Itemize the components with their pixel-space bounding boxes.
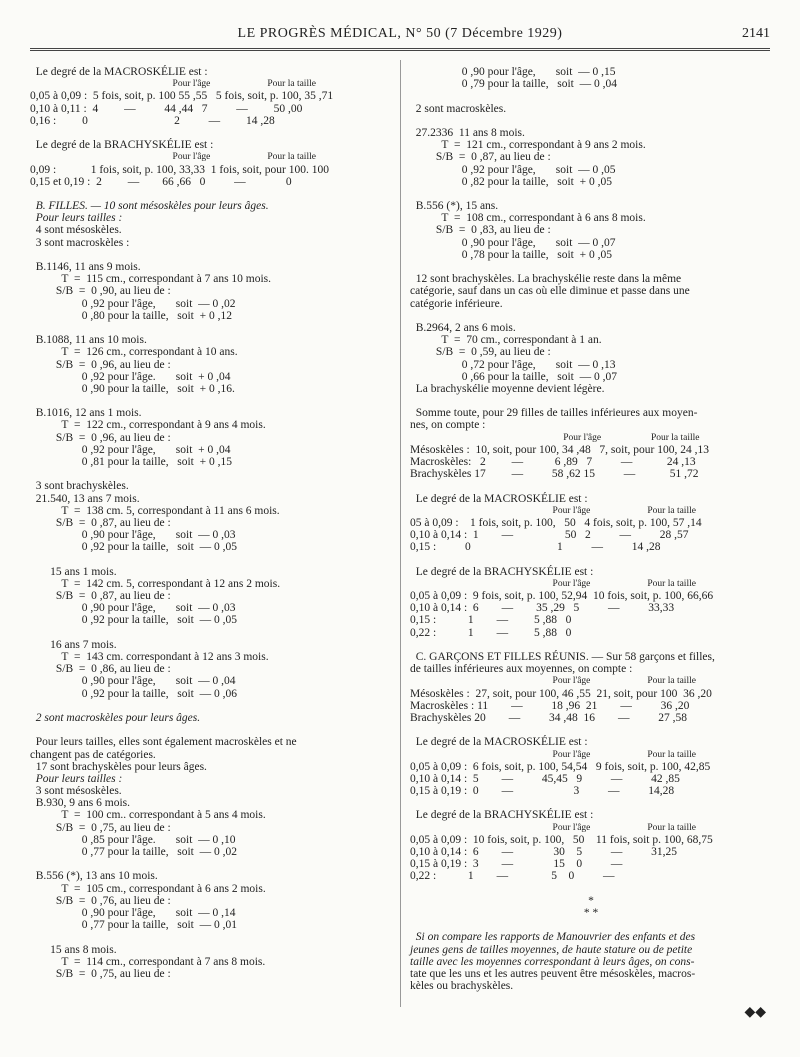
left-column-line: 0 ,77 pour la taille, soit — 0 ,02 [30, 846, 237, 858]
left-column-line: 0 ,90 pour l'âge, soit — 0 ,04 [30, 675, 236, 688]
right-column-line: 0 ,90 pour l'âge, soit — 0 ,07 [410, 236, 616, 249]
right-column-line: 0,15 : 1 — 5 ,88 0 [410, 614, 572, 627]
header-rule [30, 48, 770, 54]
right-column-line: 05 à 0,09 : 1 fois, soit, p. 100, 50 4 fois, soit, p. 100, 57 ,14 [410, 516, 702, 529]
right-column-line [410, 115, 772, 127]
left-column-line [30, 931, 392, 943]
left-column-line: 17 sont brachyskèles pour leurs âges. [30, 760, 207, 773]
left-column-line: Le degré de la MACROSKÉLIE est : [30, 66, 208, 78]
right-column-line: 2 sont macroskèles. [410, 102, 507, 115]
left-column-line: T = 122 cm., correspondant à 9 ans 4 mois. [30, 419, 266, 432]
left-column-line [30, 127, 392, 139]
left-column-line: T = 115 cm., correspondant à 7 ans 10 mois. [30, 273, 272, 286]
left-column-line: S/B = 0 ,96, au lieu de : [30, 358, 171, 371]
right-column-line: 0,10 à 0,14 : 6 — 30 5 — 31,25 [410, 846, 678, 858]
right-column-line: S/B = 0 ,87, au lieu de : [410, 151, 551, 164]
right-column-line [410, 797, 772, 809]
left-column-line: B. FILLES. — 10 sont mésoskèles pour leurs âges. [30, 200, 269, 213]
right-column-line: jeunes gens de tailles moyennes, de haute stature ou de petite [410, 943, 693, 956]
left-column-line: 0 ,85 pour l'âge. soit — 0 ,10 [30, 833, 236, 846]
right-column-line: catégorie, sauf dans un cas où elle diminue et passe dans une [410, 285, 690, 298]
left-column-line: T = 126 cm., correspondant à 10 ans. [30, 346, 238, 359]
left-column-line: B.1146, 11 ans 9 mois. [30, 261, 141, 273]
right-column-line: Pour l'âge Pour la taille [486, 505, 696, 516]
left-column-line [30, 188, 392, 200]
right-column-line: 0,10 à 0,14 : 5 — 45,45 9 — 42 ,85 [410, 772, 680, 785]
left-column-line: Pour leurs tailles, elles sont également macroskèles et ne [30, 736, 297, 749]
right-column-line: taille avec les moyennes correspondant à leurs âges, on cons- [410, 955, 695, 968]
left-column-line: Pour leurs tailles : [30, 772, 123, 785]
right-column-line: 0,22 : 1 — 5 ,88 0 [410, 626, 572, 639]
left-column-line: Pour l'âge Pour la taille [106, 79, 316, 90]
left-column-line: T = 138 cm. 5, correspondant à 11 ans 6 mois. [30, 504, 280, 517]
left-column-line [30, 858, 392, 870]
left-column-line: B.556 (*), 13 ans 10 mois. [30, 870, 158, 883]
left-column-line [30, 395, 392, 407]
left-column-line: 0 ,92 pour la taille, soit — 0 ,05 [30, 541, 237, 554]
left-column-line: S/B = 0 ,87, au lieu de : [30, 516, 171, 529]
right-column-line: Le degré de la MACROSKÉLIE est : [410, 492, 588, 505]
left-column-line: 0 ,90 pour la taille, soit + 0 ,16. [30, 382, 235, 395]
end-ornament: ◆◆ [744, 1005, 766, 1020]
right-column-line [410, 883, 772, 895]
right-column-line: 0,15 à 0,19 : 3 — 15 0 — [410, 858, 623, 871]
right-column-line: 0 ,78 pour la taille, soit + 0 ,05 [410, 248, 612, 261]
right-column-line: * [588, 894, 594, 907]
right-column-line [410, 261, 772, 273]
right-column-line: B.556 (*), 15 ans. [410, 200, 499, 213]
right-column-line: Macroskèles : 11 — 18 ,96 21 — 36 ,20 [410, 699, 690, 712]
left-column-line [30, 724, 392, 736]
left-column-line: 0 ,80 pour la taille, soit + 0 ,12 [30, 309, 232, 322]
left-column-line: Le degré de la BRACHYSKÉLIE est : [30, 139, 214, 152]
left-column-line: S/B = 0 ,75, au lieu de : [30, 821, 171, 834]
right-column-line [410, 554, 772, 566]
right-column-line: 0,05 à 0,09 : 10 fois, soit, p. 100, 50 11 fois, soit p. 100, 68,75 [410, 833, 713, 846]
right-column-line: 0,10 à 0,14 : 1 — 50 2 — 28 ,57 [410, 529, 689, 542]
right-column-line: tate que les uns et les autres peuvent être mésoskèles, macros- [410, 967, 696, 980]
left-column-line: 0 ,81 pour la taille, soit + 0 ,15 [30, 456, 232, 468]
journal-title: LE PROGRÈS MÉDICAL, N° 50 (7 Décembre 1929) [237, 26, 563, 41]
column-divider [400, 60, 401, 1007]
left-column-line: 0 ,92 pour la taille, soit — 0 ,06 [30, 687, 237, 700]
right-column-line: 0,10 à 0,14 : 6 — 35 ,29 5 — 33,33 [410, 602, 675, 615]
right-column-line: 0 ,66 pour la taille, soit — 0 ,07 [410, 370, 617, 383]
right-column-line: 0,15 à 0,19 : 0 — 3 — 14,28 [410, 785, 675, 798]
right-column-line: 0,05 à 0,09 : 6 fois, soit, p. 100, 54,54 9 fois, soit, p. 100, 42,85 [410, 760, 711, 773]
right-column-line: S/B = 0 ,59, au lieu de : [410, 346, 551, 359]
left-column-line: 3 sont mésoskèles. [30, 785, 122, 798]
left-column-line: T = 114 cm., correspondant à 7 ans 8 mois. [30, 955, 266, 968]
left-column-line: S/B = 0 ,86, au lieu de : [30, 663, 171, 676]
left-column-line: changent pas de catégories. [30, 748, 156, 761]
left-column-line: B.930, 9 ans 6 mois. [30, 797, 130, 810]
left-column-line [30, 627, 392, 639]
right-column-line: * * [583, 906, 599, 919]
right-column-line: T = 108 cm., correspondant à 6 ans 8 mois. [410, 212, 646, 225]
right-column-line: T = 121 cm., correspondant à 9 ans 2 mois. [410, 139, 646, 152]
left-column-line: S/B = 0 ,96, au lieu de : [30, 431, 171, 444]
right-column-line: Pour l'âge Pour la taille [486, 676, 696, 687]
right-column-line [410, 919, 772, 931]
left-column-line: T = 105 cm., correspondant à 6 ans 2 mois. [30, 882, 266, 895]
left-column-line: 16 ans 7 mois. [30, 638, 117, 651]
right-column-line: Le degré de la MACROSKÉLIE est : [410, 736, 588, 749]
right-column-line: nes, on compte : [410, 419, 486, 432]
right-column-line: Pour l'âge Pour la taille [486, 822, 696, 833]
left-column-line: 0 ,90 pour l'âge, soit — 0 ,03 [30, 602, 236, 615]
left-column-line: T = 143 cm. correspondant à 12 ans 3 mois. [30, 651, 269, 663]
right-column-line: Le degré de la BRACHYSKÉLIE est : [410, 809, 594, 822]
left-column-line: 2 sont macroskèles pour leurs âges. [30, 711, 201, 724]
right-column-line: de tailles inférieures aux moyennes, on compte : [410, 663, 633, 676]
right-column-line: 12 sont brachyskèles. La brachyskélie reste dans la même [410, 273, 682, 286]
right-column-line: Brachyskèles 17 — 58 ,62 15 — 51 ,72 [410, 468, 699, 481]
left-column-line [30, 249, 392, 261]
right-column-line: 0 ,72 pour l'âge, soit — 0 ,13 [410, 358, 616, 371]
right-column-line: Pour l'âge Pour la taille [482, 432, 700, 443]
left-column-line: S/B = 0 ,75, au lieu de : [30, 967, 171, 980]
right-column-line: Le degré de la BRACHYSKÉLIE est : [410, 565, 594, 578]
right-column-line: Mésoskèles : 27, soit, pour 100, 46 ,55 21, soit, pour 100 36 ,20 [410, 687, 712, 700]
right-column-line: 0,22 : 1 — 5 0 — [410, 870, 615, 883]
right-column-line: B.2964, 2 ans 6 mois. [410, 321, 516, 334]
right-column-line: Mésoskèles : 10, soit, pour 100, 34 ,48 7, soit, pour 100, 24 ,13 [410, 443, 709, 456]
right-column-line: T = 70 cm., correspondant à 1 an. [410, 334, 602, 347]
right-column-line [410, 480, 772, 492]
left-column-line: T = 100 cm.. correspondant à 5 ans 4 mois. [30, 809, 266, 822]
left-column-line [30, 322, 392, 334]
left-column-line: 0,10 à 0,11 : 4 — 44 ,44 7 — 50 ,00 [30, 102, 303, 115]
right-column-line [410, 724, 772, 736]
right-column [410, 66, 772, 992]
left-column-line: Pour l'âge Pour la taille [106, 152, 316, 163]
left-column-line: 0,16 : 0 2 — 14 ,28 [30, 114, 275, 127]
left-column-line: 21.540, 13 ans 7 mois. [30, 492, 140, 505]
right-column-line: C. GARÇONS ET FILLES RÉUNIS. — Sur 58 garçons et filles, [410, 651, 715, 663]
right-column-line: Macroskèles: 2 — 6 ,89 7 — 24 ,13 [410, 456, 696, 468]
right-column-line [410, 395, 772, 407]
left-column-line: 3 sont macroskèles : [30, 236, 130, 249]
right-column-line: 27.2336 11 ans 8 mois. [410, 126, 525, 139]
right-column-line [410, 639, 772, 651]
left-column-line: B.1088, 11 ans 10 mois. [30, 334, 147, 347]
left-column-line [30, 468, 392, 480]
left-column-line: S/B = 0 ,90, au lieu de : [30, 285, 171, 298]
right-column-line: 0 ,92 pour l'âge, soit — 0 ,05 [410, 163, 616, 176]
page-number: 2141 [742, 26, 770, 41]
left-column-line: B.1016, 12 ans 1 mois. [30, 407, 142, 420]
right-column-line: Si on compare les rapports de Manouvrier des enfants et des [410, 931, 696, 944]
left-column-line: 0,15 et 0,19 : 2 — 66 ,66 0 — 0 [30, 175, 292, 188]
right-column-line: kèles ou brachyskèles. [410, 980, 514, 993]
right-column-line [410, 310, 772, 322]
left-column-line: 15 ans 1 mois. [30, 565, 117, 578]
right-column-line: 0,05 à 0,09 : 9 fois, soit, p. 100, 52,94 10 fois, soit, p. 100, 66,66 [410, 590, 714, 603]
right-column-line: S/B = 0 ,83, au lieu de : [410, 224, 551, 237]
left-column-line: 0 ,92 pour l'âge, soit — 0 ,02 [30, 297, 236, 310]
right-column-line [410, 188, 772, 200]
right-column-line: Pour l'âge Pour la taille [486, 749, 696, 760]
left-column-line [30, 554, 392, 566]
right-column-line: Pour l'âge Pour la taille [486, 578, 696, 589]
right-column-line: La brachyskélie moyenne devient légère. [410, 382, 605, 395]
right-column-line: 0 ,79 pour la taille, soit — 0 ,04 [410, 78, 617, 91]
left-column-line: 0 ,92 pour l'âge. soit + 0 ,04 [30, 370, 231, 383]
left-column-line: 0,09 : 1 fois, soit, p. 100, 33,33 1 fois, soit, pour 100. 100 [30, 163, 330, 176]
left-column-line: S/B = 0 ,87, au lieu de : [30, 590, 171, 603]
right-column-line: Brachyskèles 20 — 34 ,48 16 — 27 ,58 [410, 711, 687, 724]
left-column-line: 4 sont mésoskèles. [30, 224, 122, 237]
page-header [30, 26, 770, 48]
left-column-line: 0 ,77 pour la taille, soit — 0 ,01 [30, 919, 237, 932]
left-column-line [30, 700, 392, 712]
left-column-line: Pour leurs tailles : [30, 212, 123, 225]
right-column-line: Somme toute, pour 29 filles de tailles inférieures aux moyen- [410, 407, 698, 420]
left-column-line: 0 ,90 pour l'âge, soit — 0 ,03 [30, 529, 236, 542]
left-column-line: T = 142 cm. 5, correspondant à 12 ans 2 mois. [30, 577, 281, 590]
left-column-line: 0 ,92 pour la taille, soit — 0 ,05 [30, 614, 237, 627]
left-column-line: 0 ,92 pour l'âge, soit + 0 ,04 [30, 443, 231, 456]
right-column-line: 0 ,90 pour l'âge, soit — 0 ,15 [410, 66, 616, 78]
right-column-line: 0,15 : 0 1 — 14 ,28 [410, 541, 661, 554]
left-column [30, 66, 392, 980]
right-column-line: catégorie inférieure. [410, 297, 503, 310]
right-column-line [410, 90, 772, 102]
left-column-line: 15 ans 8 mois. [30, 943, 117, 956]
right-column-line: 0 ,82 pour la taille, soit + 0 ,05 [410, 175, 612, 188]
left-column-line: 0 ,90 pour l'âge, soit — 0 ,14 [30, 906, 236, 919]
left-column-line: S/B = 0 ,76, au lieu de : [30, 894, 171, 907]
left-column-line: 3 sont brachyskèles. [30, 480, 129, 493]
left-column-line: 0,05 à 0,09 : 5 fois, soit, p. 100 55 ,55 5 fois, soit, p. 100, 35 ,71 [30, 90, 334, 103]
